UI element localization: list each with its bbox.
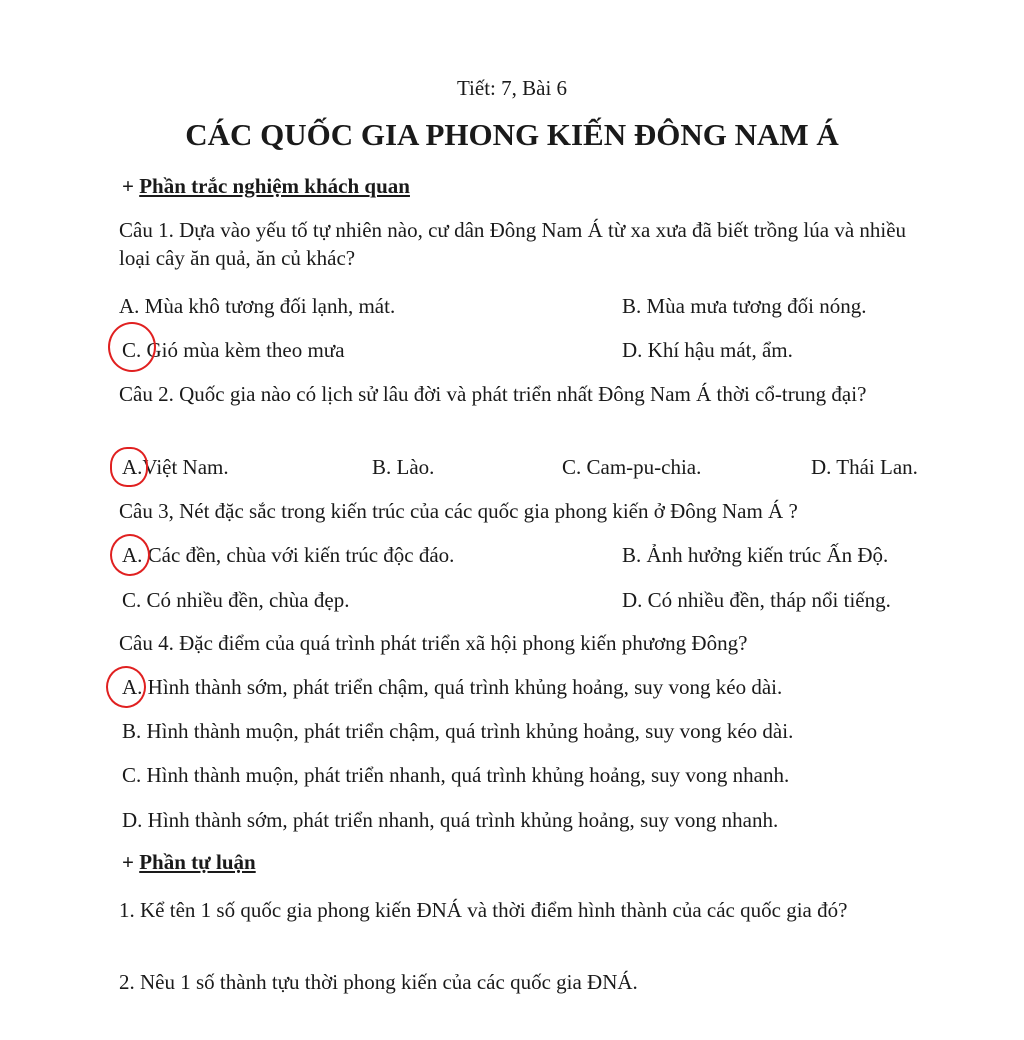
question-2-option-a: A.Việt Nam. [122,455,229,479]
section-label: Phần trắc nghiệm khách quan [139,174,410,198]
question-2-option-c: C. Cam-pu-chia. [562,455,702,479]
answer-circle-mark [110,447,148,487]
question-1-text: Câu 1. Dựa vào yếu tố tự nhiên nào, cư dân Đông Nam Á từ xa xưa đã biết trồng lúa và nhiều loại cây ăn quả, ăn củ khác? [119,218,907,270]
question-4-option-d: D. Hình thành sớm, phát triển nhanh, quá trình khủng hoảng, suy vong nhanh. [122,808,779,832]
answer-circle-mark [108,322,156,372]
page-title: CÁC QUỐC GIA PHONG KIẾN ĐÔNG NAM Á [185,117,839,152]
answer-circle-mark [106,666,146,708]
question-2-text: Câu 2. Quốc gia nào có lịch sử lâu đời và phát triển nhất Đông Nam Á thời cổ-trung đại? [119,382,867,406]
question-4-option-c: C. Hình thành muộn, phát triển nhanh, quá trình khủng hoảng, suy vong nhanh. [122,763,790,787]
section-prefix: + [122,850,134,874]
section-heading-essay [122,848,256,876]
question-1-option-d: D. Khí hậu mát, ẩm. [622,338,793,362]
question-3-option-b: B. Ảnh hưởng kiến trúc Ấn Độ. [622,543,889,567]
answer-circle-mark [110,534,150,576]
question-4-text: Câu 4. Đặc điểm của quá trình phát triển xã hội phong kiến phương Đông? [119,631,748,655]
question-3-option-c: C. Có nhiều đền, chùa đẹp. [122,588,350,612]
question-3-option-d: D. Có nhiều đền, tháp nổi tiếng. [622,588,891,612]
question-4-option-b: B. Hình thành muộn, phát triển chậm, quá trình khủng hoảng, suy vong kéo dài. [122,719,794,743]
question-1-option-b: B. Mùa mưa tương đối nóng. [622,294,867,318]
question-1-option-c: C. Gió mùa kèm theo mưa [122,338,345,362]
question-2-option-d: D. Thái Lan. [811,455,918,479]
essay-question-2: 2. Nêu 1 số thành tựu thời phong kiến của các quốc gia ĐNÁ. [119,970,638,994]
question-4-option-a: A. Hình thành sớm, phát triển chậm, quá trình khủng hoảng, suy vong kéo dài. [122,675,783,699]
section-label: Phần tự luận [139,850,256,874]
question-3-text: Câu 3, Nét đặc sắc trong kiến trúc của các quốc gia phong kiến ở Đông Nam Á ? [119,499,798,523]
essay-question-1: 1. Kể tên 1 số quốc gia phong kiến ĐNÁ và thời điểm hình thành của các quốc gia đó? [119,898,848,922]
section-prefix: + [122,174,134,198]
question-3-option-a: A. Các đền, chùa với kiến trúc độc đáo. [122,543,455,567]
lesson-number: Tiết: 7, Bài 6 [456,76,568,100]
section-heading-objective [122,172,410,200]
question-1-option-a: A. Mùa khô tương đối lạnh, mát. [119,294,396,318]
question-2-option-b: B. Lào. [372,455,435,479]
